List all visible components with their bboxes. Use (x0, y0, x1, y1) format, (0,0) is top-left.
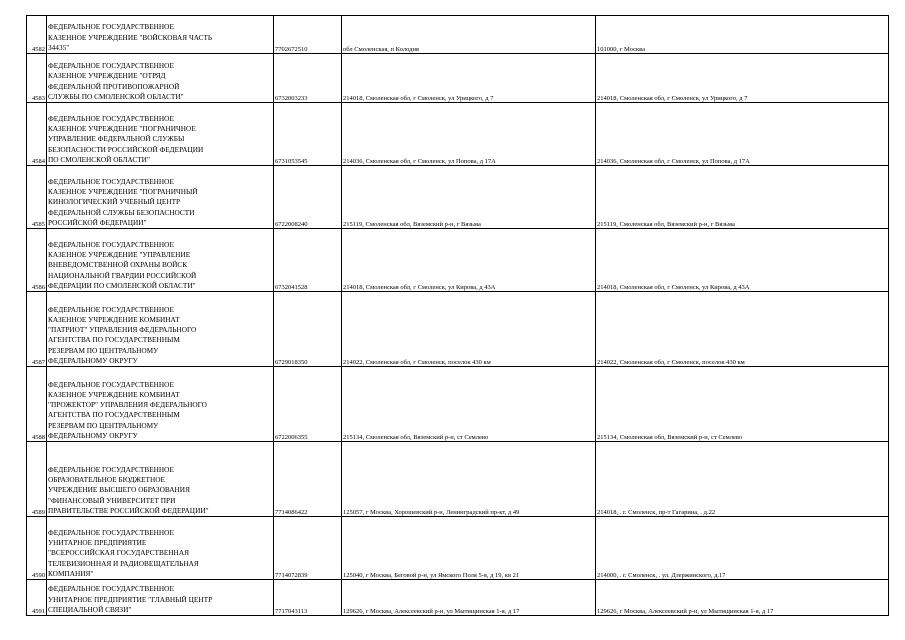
inn-cell: 6732003233 (274, 54, 342, 103)
organization-name: ФЕДЕРАЛЬНОЕ ГОСУДАРСТВЕННОЕ УНИТАРНОЕ ПРЕДПРИЯТИЕ "ВСЕРОССИЙСКАЯ ГОСУДАРСТВЕННАЯ ТЕЛЕВИЗИОННАЯ И РАДИОВЕЩАТЕЛЬНАЯ КОМПАНИЯ" (47, 517, 274, 580)
inn-cell: 7717043113 (274, 580, 342, 616)
inn-cell: 7714086422 (274, 442, 342, 517)
legal-address-cell: 215119, Смоленская обл, Вяземский р-н, г Вязьма (596, 166, 889, 229)
organization-name: ФЕДЕРАЛЬНОЕ ГОСУДАРСТВЕННОЕ КАЗЕННОЕ УЧРЕЖДЕНИЕ "ВОЙСКОВАЯ ЧАСТЬ 34435" (47, 16, 274, 54)
row-number: 4588 (27, 367, 47, 442)
legal-address-cell: 129626, г Москва, Алексеевский р-н, ул Мытищинская 1-я, д 17 (596, 580, 889, 616)
inn-cell: 7702672510 (274, 16, 342, 54)
table-row (27, 229, 889, 292)
legal-address-cell: 215134, Смоленская обл, Вяземский р-н, ст Семлево (596, 367, 889, 442)
table-row (27, 103, 889, 166)
organization-name: ФЕДЕРАЛЬНОЕ ГОСУДАРСТВЕННОЕ КАЗЕННОЕ УЧРЕЖДЕНИЕ КОМБИНАТ "ПРОЖЕКТОР" УПРАВЛЕНИЯ ФЕДЕРАЛЬНОГО АГЕНТСТВА ПО ГОСУДАРСТВЕННЫМ РЕЗЕРВАМ ПО ЦЕНТРАЛЬНОМУ ФЕДЕРАЛЬНОМУ ОКРУГУ (47, 367, 274, 442)
table-row (27, 580, 889, 616)
table-row (27, 442, 889, 517)
address-cell: 214018, Смоленская обл, г Смоленск, ул Кирова, д 43А (342, 229, 596, 292)
table-row (27, 367, 889, 442)
address-cell: обл Смоленская, п Колодня (342, 16, 596, 54)
legal-address-cell: 214018, Смоленская обл, г Смоленск, ул Кирова, д 43А (596, 229, 889, 292)
row-number: 4590 (27, 517, 47, 580)
address-cell: 215134, Смоленская обл, Вяземский р-н, ст Семлево (342, 367, 596, 442)
organization-name: ФЕДЕРАЛЬНОЕ ГОСУДАРСТВЕННОЕ УНИТАРНОЕ ПРЕДПРИЯТИЕ "ГЛАВНЫЙ ЦЕНТР СПЕЦИАЛЬНОЙ СВЯЗИ" (47, 580, 274, 616)
legal-address-cell: 214036, Смоленская обл, г Смоленск, ул Попова, д 17А (596, 103, 889, 166)
address-cell: 125040, г Москва, Беговой р-н, ул Ямского Поля 5-я, д 19, кв 21 (342, 517, 596, 580)
inn-cell: 6731053545 (274, 103, 342, 166)
legal-address-cell: 214022, Смоленская обл, г Смоленск, поселок 430 км (596, 292, 889, 367)
row-number: 4585 (27, 166, 47, 229)
table-row (27, 292, 889, 367)
row-number: 4589 (27, 442, 47, 517)
legal-address-cell: 214018, . г. Смоленск, пр-т Гагарина, . д.22 (596, 442, 889, 517)
organization-name: ФЕДЕРАЛЬНОЕ ГОСУДАРСТВЕННОЕ КАЗЕННОЕ УЧРЕЖДЕНИЕ КОМБИНАТ "ПАТРИОТ" УПРАВЛЕНИЯ ФЕДЕРАЛЬНОГО АГЕНТСТВА ПО ГОСУДАРСТВЕННЫМ РЕЗЕРВАМ ПО ЦЕНТРАЛЬНОМУ ФЕДЕРАЛЬНОМУ ОКРУГУ (47, 292, 274, 367)
table-row (27, 16, 889, 54)
legal-address-cell: 214000, . г. Смоленск, . ул. Дзержинского, д.17 (596, 517, 889, 580)
organization-name: ФЕДЕРАЛЬНОЕ ГОСУДАРСТВЕННОЕ ОБРАЗОВАТЕЛЬНОЕ БЮДЖЕТНОЕ УЧРЕЖДЕНИЕ ВЫСШЕГО ОБРАЗОВАНИЯ "ФИНАНСОВЫЙ УНИВЕРСИТЕТ ПРИ ПРАВИТЕЛЬСТВЕ РОССИЙСКОЙ ФЕДЕРАЦИИ" (47, 442, 274, 517)
inn-cell: 6732041528 (274, 229, 342, 292)
legal-address-cell: 214018, Смоленская обл, г Смоленск, ул Урицкого, д 7 (596, 54, 889, 103)
organization-name: ФЕДЕРАЛЬНОЕ ГОСУДАРСТВЕННОЕ КАЗЕННОЕ УЧРЕЖДЕНИЕ "ПОГРАНИЧНОЕ УПРАВЛЕНИЕ ФЕДЕРАЛЬНОЙ СЛУЖБЫ БЕЗОПАСНОСТИ РОССИЙСКОЙ ФЕДЕРАЦИИ ПО СМОЛЕНСКОЙ ОБЛАСТИ" (47, 103, 274, 166)
inn-cell: 6722006355 (274, 367, 342, 442)
inn-cell: 6722008240 (274, 166, 342, 229)
registry-table (26, 15, 889, 616)
address-cell: 214036, Смоленская обл, г Смоленск, ул Попова, д 17А (342, 103, 596, 166)
row-number: 4591 (27, 580, 47, 616)
row-number: 4584 (27, 103, 47, 166)
table-row (27, 517, 889, 580)
address-cell: 129626, г Москва, Алексеевский р-н, ул Мытищинская 1-я, д 17 (342, 580, 596, 616)
address-cell: 215119, Смоленская обл, Вяземский р-н, г Вязьма (342, 166, 596, 229)
inn-cell: 7714072839 (274, 517, 342, 580)
organization-name: ФЕДЕРАЛЬНОЕ ГОСУДАРСТВЕННОЕ КАЗЕННОЕ УЧРЕЖДЕНИЕ "УПРАВЛЕНИЕ ВНЕВЕДОМСТВЕННОЙ ОХРАНЫ ВОЙСК НАЦИОНАЛЬНОЙ ГВАРДИИ РОССИЙСКОЙ ФЕДЕРАЦИИ ПО СМОЛЕНСКОЙ ОБЛАСТИ" (47, 229, 274, 292)
row-number: 4583 (27, 54, 47, 103)
address-cell: 214022, Смоленская обл, г Смоленск, поселок 430 км (342, 292, 596, 367)
table-row (27, 166, 889, 229)
row-number: 4586 (27, 229, 47, 292)
legal-address-cell: 101000, г Москва (596, 16, 889, 54)
address-cell: 214018, Смоленская обл, г Смоленск, ул Урицкого, д 7 (342, 54, 596, 103)
address-cell: 125057, г Москва, Хорошевский р-н, Ленинградский пр-кт, д 49 (342, 442, 596, 517)
table-row (27, 54, 889, 103)
organization-name: ФЕДЕРАЛЬНОЕ ГОСУДАРСТВЕННОЕ КАЗЕННОЕ УЧРЕЖДЕНИЕ "ПОГРАНИЧНЫЙ КИНОЛОГИЧЕСКИЙ УЧЕБНЫЙ ЦЕНТР ФЕДЕРАЛЬНОЙ СЛУЖБЫ БЕЗОПАСНОСТИ РОССИЙСКОЙ ФЕДЕРАЦИИ" (47, 166, 274, 229)
organization-name: ФЕДЕРАЛЬНОЕ ГОСУДАРСТВЕННОЕ КАЗЕННОЕ УЧРЕЖДЕНИЕ "ОТРЯД ФЕДЕРАЛЬНОЙ ПРОТИВОПОЖАРНОЙ СЛУЖБЫ ПО СМОЛЕНСКОЙ ОБЛАСТИ" (47, 54, 274, 103)
row-number: 4587 (27, 292, 47, 367)
row-number: 4582 (27, 16, 47, 54)
inn-cell: 6729018350 (274, 292, 342, 367)
